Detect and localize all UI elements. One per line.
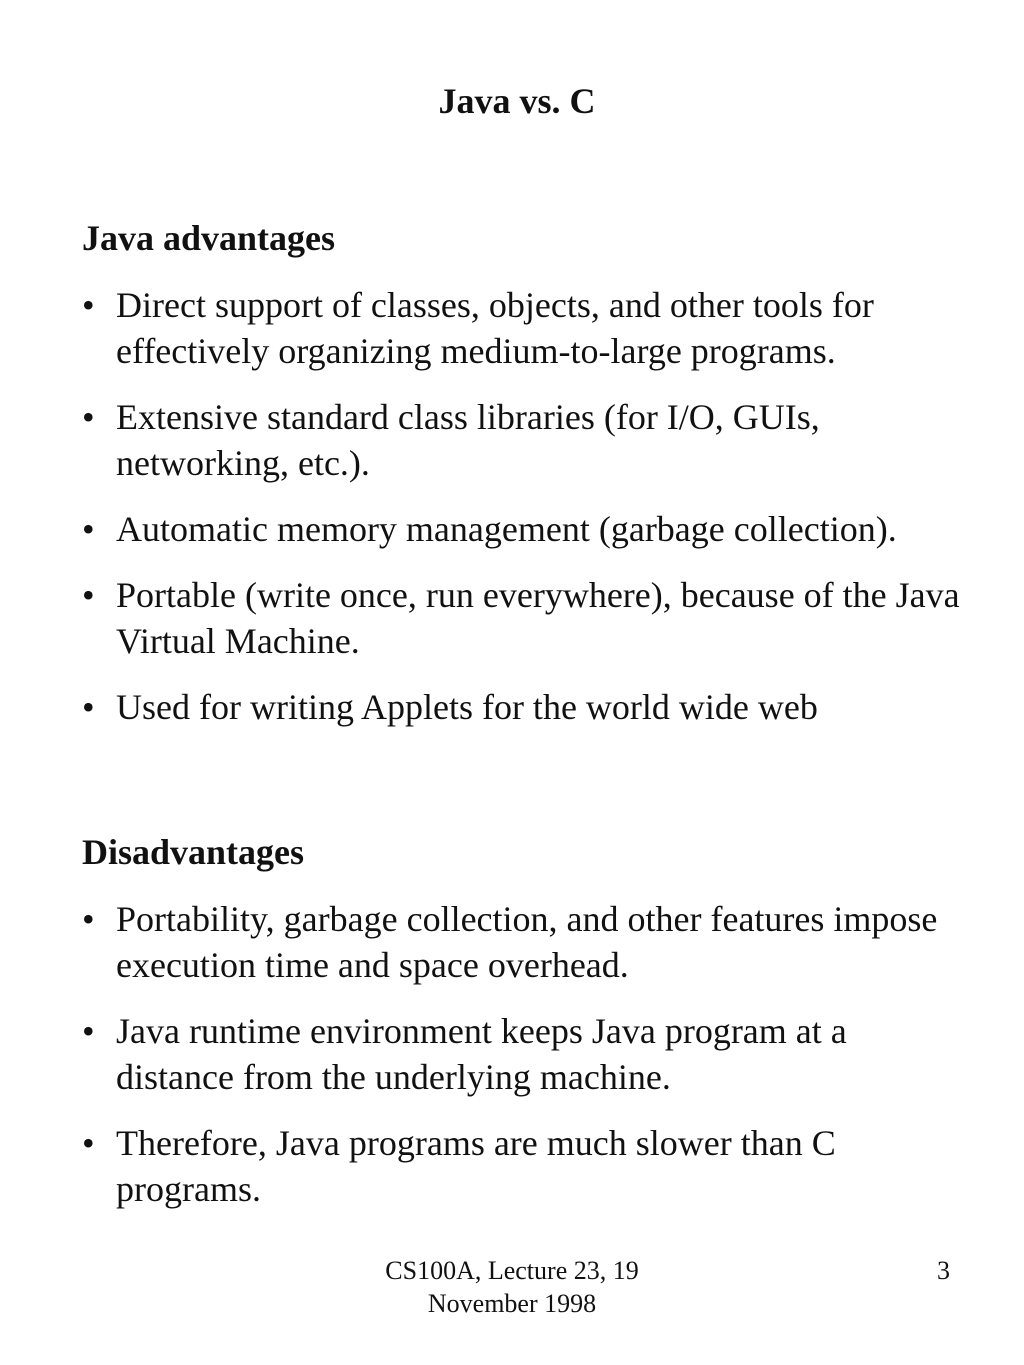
advantage-item: [82, 506, 962, 552]
bullet-icon: •: [82, 687, 95, 727]
bullet-icon: •: [82, 1123, 95, 1163]
disadvantage-text: Java runtime environment keeps Java program at a distance from the underlying machine.: [116, 1011, 847, 1097]
advantages-heading: Java advantages: [82, 218, 336, 258]
disadvantage-text: Portability, garbage collection, and other features impose execution time and space overhead.: [116, 899, 938, 985]
advantages-list: [82, 282, 962, 750]
disadvantage-item: [82, 896, 962, 988]
advantage-item: [82, 684, 962, 730]
advantage-item: [82, 394, 962, 486]
advantage-text: Extensive standard class libraries (for I/O, GUIs, networking, etc.).: [116, 397, 820, 483]
page-number: 3: [937, 1256, 950, 1285]
bullet-icon: •: [82, 285, 95, 325]
bullet-icon: •: [82, 899, 95, 939]
disadvantage-item: [82, 1120, 962, 1212]
disadvantage-text: Therefore, Java programs are much slower than C programs.: [116, 1123, 836, 1209]
bullet-icon: •: [82, 397, 95, 437]
bullet-icon: •: [82, 509, 95, 549]
disadvantages-list: [82, 896, 962, 1232]
advantage-text: Used for writing Applets for the world wide web: [116, 687, 818, 727]
slide-title: Java vs. C: [438, 81, 596, 121]
bullet-icon: •: [82, 575, 95, 615]
disadvantages-heading: Disadvantages: [82, 832, 305, 872]
disadvantage-item: [82, 1008, 962, 1100]
bullet-icon: •: [82, 1011, 95, 1051]
advantage-text: Portable (write once, run everywhere), because of the Java Virtual Machine.: [116, 575, 960, 661]
advantage-text: Direct support of classes, objects, and other tools for effectively organizing medium-to-large programs.: [116, 285, 874, 371]
advantage-text: Automatic memory management (garbage collection).: [116, 509, 897, 549]
advantage-item: [82, 572, 962, 664]
footer-citation: CS100A, Lecture 23, 19 November 1998: [385, 1256, 639, 1318]
advantage-item: [82, 282, 962, 374]
